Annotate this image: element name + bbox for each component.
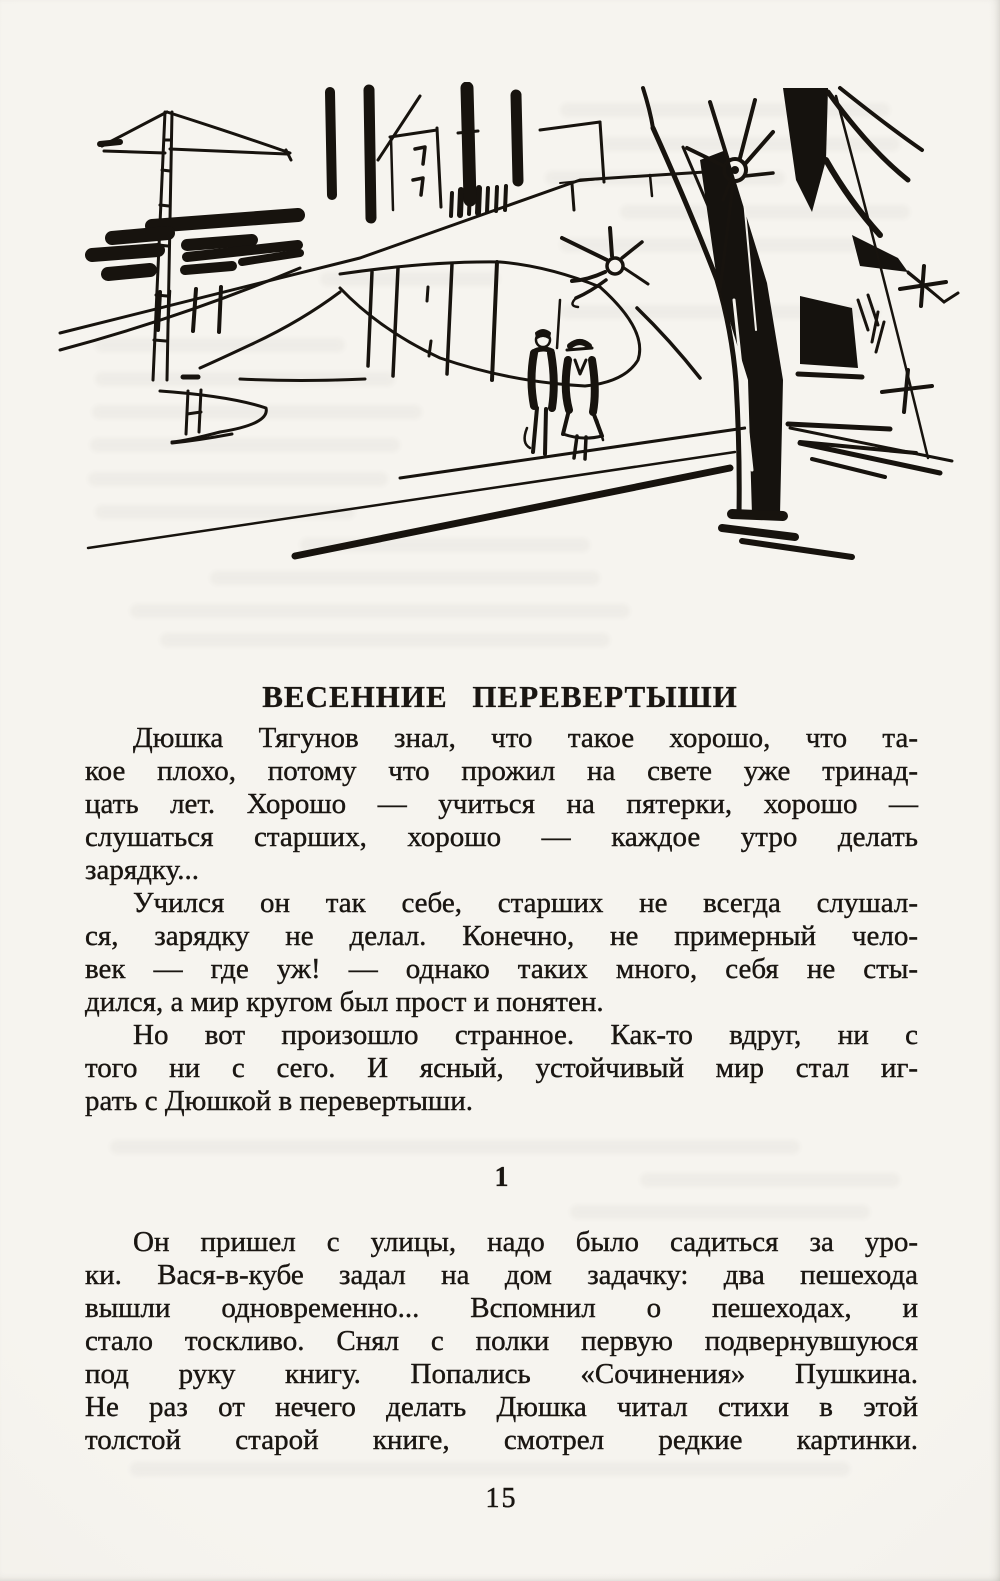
book-illustration [55,82,960,644]
page-number: 15 [485,1483,518,1514]
chapter-number: 1 [494,1162,509,1193]
buildings [330,88,604,218]
tree [643,88,958,557]
text-line: под руку книгу. Попались «Сочинения» Пушкина. [85,1358,918,1390]
text-line: зарядку... [85,854,199,886]
text-line: кое плохо, потому что прожил на свете уже тринад- [85,755,918,787]
text-line: Учился он так себе, старших не всегда слушал- [133,887,918,919]
text-line: ки. Вася-в-кубе задал на дом задачку: два пешехода [85,1259,918,1291]
text-line: Дюшка Тягунов знал, что такое хорошо, что та- [133,722,918,754]
body-text-block-2 [85,1226,918,1457]
body-text-block-1 [85,722,918,1118]
text-line: дился, а мир кругом был прост и понятен. [85,986,604,1018]
dark-bars [92,215,300,274]
pedestrians [525,330,603,459]
text-line: того ни с сего. И ясный, устойчивый мир стал иг- [85,1052,918,1084]
text-line: Но вот произошло странное. Как-то вдруг, ни с [133,1019,918,1051]
text-line: ся, зарядку не делал. Конечно, не примерный чело- [85,920,918,952]
text-line: Не раз от нечего делать Дюшка читал стихи в этой [85,1391,918,1423]
text-line: цать лет. Хорошо — учиться на пятерки, хорошо — [85,788,918,820]
text-line: слушаться старших, хорошо — каждое утро делать [85,821,918,853]
text-line: толстой старой книге, смотрел редкие картинки. [85,1424,918,1456]
text-line: век — где уж! — однако таких много, себя не сты- [85,953,918,985]
lower-road [88,428,952,556]
river-bank [160,292,365,443]
text-line: вышли одновременно... Вспомнил о пешеходах, и [85,1292,918,1324]
text-line: Он пришел с улицы, надо было садиться за уро- [133,1226,918,1258]
text-line: рать с Дюшкой в перевертыши. [85,1085,474,1117]
text-line: стало тоскливо. Снял с полки первую подвернувшуюся [85,1325,918,1357]
fence-pickets [451,186,506,216]
story-title: ВЕСЕННИЕ ПЕРЕВЕРТЫШИ [262,678,738,714]
